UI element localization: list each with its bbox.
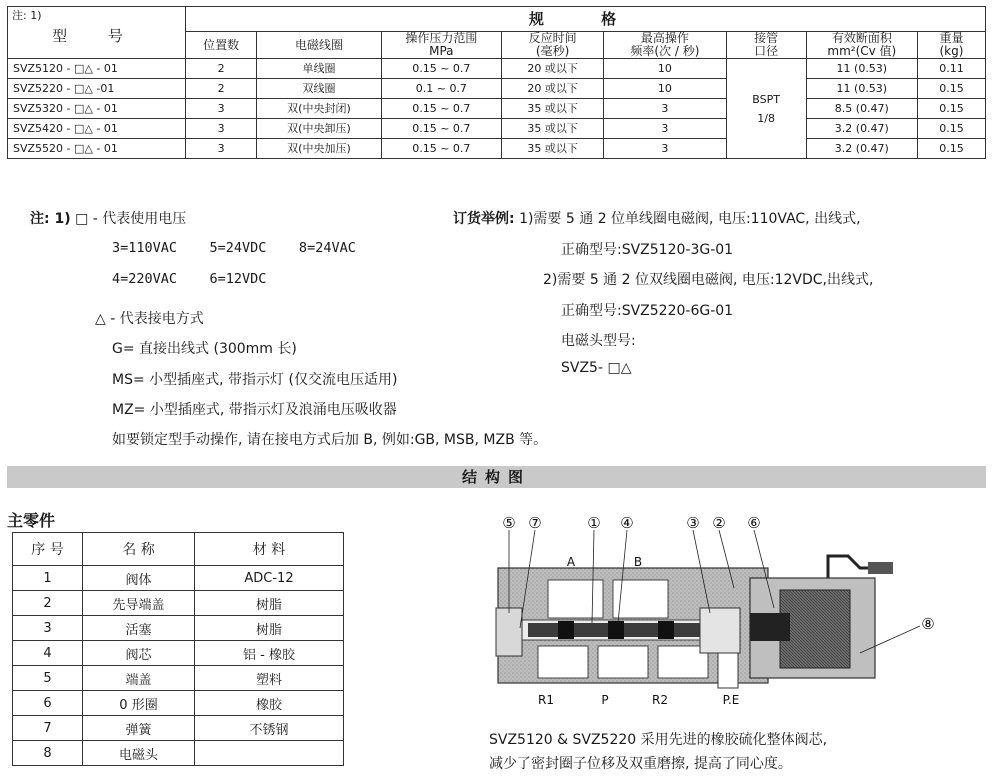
spec-row [8, 139, 986, 159]
spec-cell-freq: 10 [604, 79, 726, 99]
spec-port-size [726, 59, 806, 159]
parts-row [13, 616, 344, 641]
port-label-p: P [601, 693, 609, 707]
spec-cell-pressure: 0.1 ~ 0.7 [381, 79, 501, 99]
parts-row [13, 591, 344, 616]
voltage-line-2: 4=220VAC 6=12VDC [112, 271, 267, 287]
part-number: 3 [13, 616, 83, 641]
part-material: 树脂 [195, 616, 344, 641]
part-material: 树脂 [195, 591, 344, 616]
callout-7: ⑦ [528, 514, 542, 532]
spec-cell-model: SVZ5220 - □△ -01 [8, 79, 186, 99]
solenoid-head-model: SVZ5- □△ [561, 360, 632, 376]
part-number: 8 [13, 741, 83, 766]
spool-land-1 [558, 621, 574, 639]
spec-cell-model: SVZ5520 - □△ - 01 [8, 139, 186, 159]
order-example-1: 1)需要 5 通 2 位单线圈电磁阀, 电压:110VAC, 出线式, [519, 211, 861, 227]
spec-cell-coil: 双(中央加压) [257, 139, 382, 159]
spec-note-label: 注: 1) [12, 9, 42, 22]
part-name: 电磁头 [83, 741, 195, 766]
chamber-p [598, 646, 648, 678]
spec-cell-positions: 3 [185, 99, 256, 119]
parts-header-cell: 材 料 [195, 533, 344, 566]
wire-plug [868, 562, 893, 574]
port-label-r1: R1 [538, 693, 554, 707]
spec-cell-coil: 双(中央封闭) [257, 99, 382, 119]
parts-row [13, 716, 344, 741]
spec-cell-response: 20 或以下 [501, 59, 603, 79]
voltage-line-1: 3=110VAC 5=24VDC 8=24VAC [112, 240, 356, 256]
spec-header-3 [501, 32, 603, 59]
order-example-2: 2)需要 5 通 2 位双线圈电磁阀, 电压:12VDC,出线式, [543, 272, 874, 288]
spec-cell-weight: 0.15 [917, 119, 985, 139]
notes-title-line [30, 208, 186, 228]
piston-shape [700, 608, 740, 653]
spec-title: 规 格 [185, 7, 985, 32]
part-name: 端盖 [83, 666, 195, 691]
spec-header-2 [381, 32, 501, 59]
callout-6: ⑥ [747, 514, 761, 532]
spec-cell-area: 11 (0.53) [806, 79, 917, 99]
spool-land-3 [658, 621, 674, 639]
part-number: 7 [13, 716, 83, 741]
spec-row [8, 79, 986, 99]
valve-cross-section-diagram [488, 508, 948, 718]
part-name: 先导端盖 [83, 591, 195, 616]
spec-cell-area: 3.2 (0.47) [806, 119, 917, 139]
spec-row [8, 59, 986, 79]
spec-header-line2: mm²(Cv 值) [827, 44, 897, 58]
port-size-line2: 1/8 [757, 111, 775, 125]
spec-cell-area: 8.5 (0.47) [806, 99, 917, 119]
spec-header-line1: 反应时间 [528, 31, 577, 45]
spec-header-line1: 接管 [754, 31, 779, 45]
spec-model-header [8, 7, 186, 59]
part-number: 6 [13, 691, 83, 716]
spec-cell-positions: 3 [185, 119, 256, 139]
spec-header-6 [806, 32, 917, 59]
connection-ms: MS= 小型插座式, 带指示灯 (仅交流电压适用) [112, 372, 398, 388]
port-size-line1: BSPT [752, 92, 780, 106]
diagram-caption [489, 728, 827, 776]
part-name: 0 形圈 [83, 691, 195, 716]
order-example-1-model: 正确型号:SVZ5120-3G-01 [561, 242, 734, 258]
callout-5: ⑤ [502, 514, 516, 532]
spec-header-line2: (kg) [939, 44, 964, 58]
callout-3: ③ [686, 514, 700, 532]
spec-header-line1: 操作压力范围 [405, 31, 478, 45]
spec-cell-pressure: 0.15 ~ 0.7 [381, 59, 501, 79]
structure-banner: 结构图 [7, 466, 986, 488]
manual-lock-note: 如要锁定型手动操作, 请在接电方式后加 B, 例如:GB, MSB, MZB 等。 [112, 432, 548, 448]
spec-header-4 [604, 32, 726, 59]
spool-land-2 [608, 621, 624, 639]
port-label-a: A [566, 555, 576, 569]
callout-1: ① [587, 514, 601, 532]
spec-header-line1: 电磁线圈 [294, 37, 343, 52]
spec-model-label: 型 号 [52, 27, 141, 45]
spec-cell-coil: 双(中央卸压) [257, 119, 382, 139]
spec-cell-weight: 0.11 [917, 59, 985, 79]
spec-cell-weight: 0.15 [917, 139, 985, 159]
caption-line-2: 减少了密封圈子位移及双重磨擦, 提高了同心度。 [489, 756, 792, 772]
part-name: 活塞 [83, 616, 195, 641]
part-material [195, 741, 344, 766]
notes-label: 注: 1) [30, 211, 71, 227]
spec-table [7, 6, 986, 186]
spec-cell-freq: 3 [604, 119, 726, 139]
spec-header-line1: 有效断面积 [831, 31, 892, 45]
parts-table [12, 532, 343, 766]
spec-cell-weight: 0.15 [917, 99, 985, 119]
part-number: 4 [13, 641, 83, 666]
spec-cell-area: 3.2 (0.47) [806, 139, 917, 159]
spec-header-7 [917, 32, 985, 59]
spec-header-line2: 频率(次 / 秒) [630, 44, 700, 58]
callout-2: ② [712, 514, 726, 532]
pe-port [718, 653, 738, 688]
spec-header-line2: 口径 [754, 44, 779, 58]
spec-header-line1: 重量 [939, 31, 964, 45]
callout-8: ⑧ [921, 615, 935, 633]
spec-cell-positions: 2 [185, 59, 256, 79]
parts-row [13, 641, 344, 666]
port-label-pe: P.E [722, 693, 740, 707]
spec-cell-model: SVZ5420 - □△ - 01 [8, 119, 186, 139]
part-number: 5 [13, 666, 83, 691]
part-name: 阀芯 [83, 641, 195, 666]
part-material: 不锈钢 [195, 716, 344, 741]
part-material: 塑料 [195, 666, 344, 691]
parts-header-cell: 名 称 [83, 533, 195, 566]
part-name: 阀体 [83, 566, 195, 591]
spec-cell-positions: 3 [185, 139, 256, 159]
part-name: 弹簧 [83, 716, 195, 741]
spec-header-1 [257, 32, 382, 59]
order-example-2-model: 正确型号:SVZ5220-6G-01 [561, 303, 734, 319]
port-label-r2: R2 [652, 693, 668, 707]
part-number: 1 [13, 566, 83, 591]
spec-header-5 [726, 32, 806, 59]
part-material: 铝 - 橡胶 [195, 641, 344, 666]
caption-line-1: SVZ5120 & SVZ5220 采用先进的橡胶硫化整体阀芯, [489, 732, 828, 748]
connection-title: △ - 代表接电方式 [95, 311, 204, 327]
parts-row [13, 691, 344, 716]
spec-header-line1: 位置数 [203, 37, 240, 52]
part-material: ADC-12 [195, 566, 344, 591]
spec-cell-weight: 0.15 [917, 79, 985, 99]
spec-cell-freq: 3 [604, 99, 726, 119]
parts-row [13, 741, 344, 766]
spec-cell-positions: 2 [185, 79, 256, 99]
chamber-a [548, 580, 603, 618]
spec-cell-pressure: 0.15 ~ 0.7 [381, 99, 501, 119]
spec-cell-pressure: 0.15 ~ 0.7 [381, 139, 501, 159]
spec-cell-model: SVZ5320 - □△ - 01 [8, 99, 186, 119]
spec-header-line2: MPa [429, 44, 454, 58]
connection-g: G= 直接出线式 (300mm 长) [112, 341, 297, 357]
coil-winding [780, 590, 850, 668]
parts-row [13, 666, 344, 691]
solenoid-head-label: 电磁头型号: [561, 333, 636, 349]
spec-cell-response: 35 或以下 [501, 119, 603, 139]
spec-header-line1: 最高操作 [640, 31, 689, 45]
order-label: 订货举例: [453, 211, 515, 227]
spec-cell-pressure: 0.15 ~ 0.7 [381, 119, 501, 139]
spec-cell-model: SVZ5120 - □△ - 01 [8, 59, 186, 79]
spec-cell-freq: 3 [604, 139, 726, 159]
parts-row [13, 566, 344, 591]
spec-header-0 [185, 32, 256, 59]
spec-cell-freq: 10 [604, 59, 726, 79]
part-number: 2 [13, 591, 83, 616]
spec-cell-coil: 单线圈 [257, 59, 382, 79]
chamber-r1 [538, 646, 588, 678]
spec-row [8, 119, 986, 139]
parts-header-cell: 序 号 [13, 533, 83, 566]
part-material: 橡胶 [195, 691, 344, 716]
callout-4: ④ [620, 514, 634, 532]
spec-cell-response: 35 或以下 [501, 99, 603, 119]
spec-row [8, 99, 986, 119]
parts-title: 主零件 [7, 511, 56, 530]
parts-header-row [13, 533, 344, 566]
spec-cell-coil: 双线圈 [257, 79, 382, 99]
end-cap-shape [496, 608, 522, 656]
spec-cell-area: 11 (0.53) [806, 59, 917, 79]
spec-cell-response: 35 或以下 [501, 139, 603, 159]
port-label-b: B [633, 555, 643, 569]
spec-header-line2: (毫秒) [535, 44, 570, 58]
spec-cell-response: 20 或以下 [501, 79, 603, 99]
plunger-shape [750, 613, 790, 641]
order-ex1-line [453, 208, 861, 228]
voltage-title: □ - 代表使用电压 [75, 211, 187, 227]
connection-mz: MZ= 小型插座式, 带指示灯及浪涌电压吸收器 [112, 402, 397, 418]
